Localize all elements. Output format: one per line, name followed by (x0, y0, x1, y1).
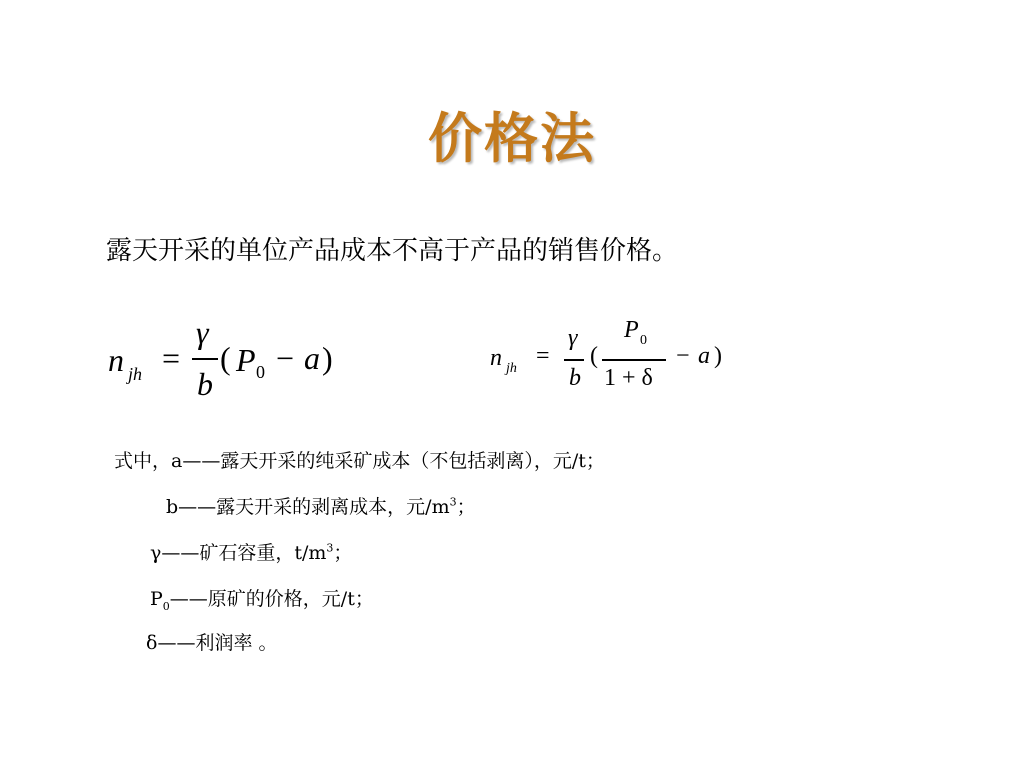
formula2-inner-denominator: 1 + δ (604, 365, 653, 391)
formula2-a: a (698, 343, 710, 369)
formula1-n-subscript: jh (128, 364, 143, 384)
formula2-left-paren: ( (590, 343, 598, 369)
formula1-n: n (108, 342, 124, 378)
slide-title: 价格法 (428, 106, 596, 170)
formula1-right-paren: ) (322, 340, 333, 376)
formula2-denominator-b: b (569, 365, 581, 391)
definition-gamma-end: ； (333, 542, 353, 564)
formula1-fraction-bar (192, 358, 218, 360)
formula2-n: n (490, 345, 502, 371)
formula2-minus: − (676, 343, 690, 369)
formula2-fraction-bar (564, 359, 584, 361)
formula1-left-paren: ( (220, 340, 231, 376)
definition-b (166, 492, 476, 519)
formula2-P-subscript: 0 (640, 333, 647, 348)
formula2-equals: = (536, 343, 550, 369)
definition-a: 式中，a——露天开采的纯采矿成本（不包括剥离），元/t； (114, 450, 605, 472)
formula2-right-paren: ) (714, 343, 722, 369)
definition-delta: δ——利润率 。 (146, 632, 278, 654)
definition-p0-subscript: 0 (162, 599, 170, 613)
definition-b-text: b——露天开采的剥离成本，元/m (166, 496, 450, 518)
definition-gamma-text: γ——矿石容重，t/m (150, 542, 327, 564)
formula1-equals: = (162, 340, 181, 376)
definition-gamma (150, 538, 352, 565)
formula-price-method-1 (100, 310, 360, 410)
formula1-denominator-b: b (197, 366, 213, 402)
formula2-P: P (624, 317, 639, 343)
formula-price-method-2 (490, 315, 750, 405)
formula1-P: P (236, 342, 256, 378)
formula1-a: a (304, 340, 320, 376)
definition-b-exponent: 3 (449, 495, 457, 509)
definition-p0-text: ——原矿的价格，元/t； (169, 588, 374, 610)
definition-gamma-exponent: 3 (326, 541, 334, 555)
formula1-P-subscript: 0 (256, 362, 265, 382)
slide-statement: 露天开采的单位产品成本不高于产品的销售价格。 (106, 236, 679, 266)
formula2-n-subscript: jh (506, 361, 517, 376)
formula1-numerator-gamma: γ (196, 314, 209, 350)
definition-b-end: ； (456, 496, 476, 518)
definition-p0 (150, 584, 374, 611)
definition-p0-symbol: P (150, 588, 163, 610)
formula2-inner-fraction-bar (602, 359, 666, 361)
formula1-minus: − (276, 340, 295, 376)
formula2-numerator-gamma: γ (568, 325, 578, 351)
